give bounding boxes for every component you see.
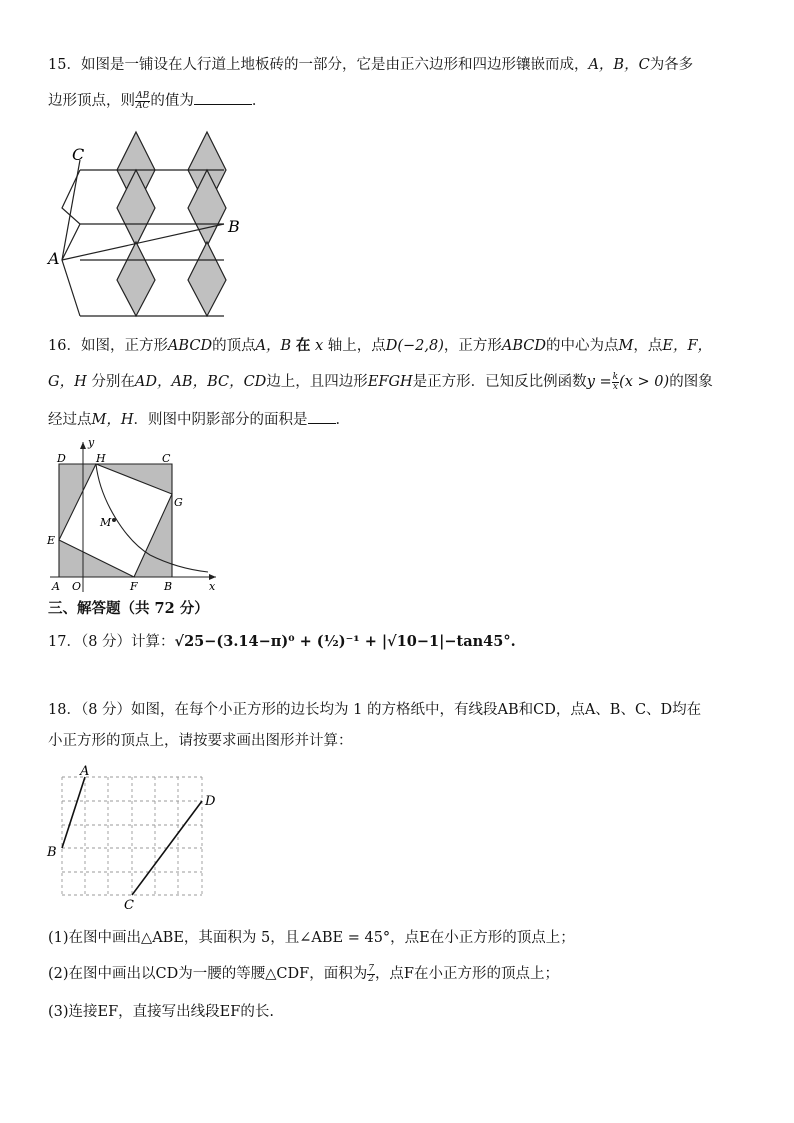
q16-square-name: ABCD [167,338,213,354]
q18-part2-b: ，点F在小正方形的顶点上； [374,966,559,982]
q16-label-m: M [100,516,112,529]
q16-l1-e: ，正方形 [443,338,502,354]
q15-number: 15． [48,57,81,73]
q15-label-a: A [48,249,60,268]
q15-label-b: B [228,217,240,236]
q18-part1: (1)在图中画出△ABE，其面积为 5，且∠ABE = 45°，点E在小正方形的顶点上； [48,930,575,946]
q18-label-d: D [205,794,216,809]
q16-l2-g: 的图象 [669,374,713,390]
q16-label-y: y [88,436,95,449]
q15-rhombus [117,242,155,316]
q16-x-var: x [314,338,324,354]
q16-frac-den: x [612,381,618,392]
q16-point-m: M [618,338,634,354]
q17-prefix: 17．（8 分）计算： [48,634,175,650]
q16-label-h: H [96,452,106,465]
q15-text-a: 如图是一铺设在人行道上地板砖的一部分，它是由正六边形和四边形镶嵌而成， [80,57,589,73]
q16-label-o: O [72,580,82,593]
q16-l3-a: 经过点 [48,412,92,428]
q16-line1 [48,336,712,356]
q16-label-x: x [209,580,216,593]
q18-label-a: A [80,764,90,779]
q18-figure [44,764,224,913]
q15-answer-blank [194,90,252,105]
q16-l1-d: 轴上，点 [327,338,386,354]
q16-figure [44,434,224,594]
q16-label-f: F [130,580,138,593]
q15-fraction [135,92,150,111]
q16-l1-g: ，点 [633,338,663,354]
q15-frac-num: AB [136,90,150,101]
q16-fraction [612,373,619,392]
q16-answer-blank [308,409,336,424]
q16-l2-b: 分别在 [91,374,135,390]
q18-grid [62,777,202,895]
q16-sides: AD，AB，BC，CD [134,374,267,390]
q18-line2: 小正方形的顶点上，请按要求画出图形并计算： [48,733,353,749]
q18-frac-den: 2 [368,973,374,984]
q16-points-gh: G，H [48,374,87,390]
q16-y-arrow [80,442,86,449]
q16-condition: (x > 0) [619,374,670,390]
q18-segment-ab [62,777,85,848]
q16-line3 [48,409,350,430]
q15-line1 [48,55,693,75]
q16-points-ab: A，B [255,338,292,354]
q15-rhombus [188,242,226,316]
q18-label-b: B [47,845,57,860]
q16-label-c: C [162,452,171,465]
q18-frac-num: 7 [368,963,374,974]
q16-point-m-dot [112,518,116,522]
q16-label-e: E [47,534,56,547]
q16-label-g: G [174,496,183,509]
q16-label-a: A [52,580,60,593]
q16-points-ef: E，F， [662,338,713,354]
q17-line [48,632,516,652]
q15-points: A，B，C [588,57,650,73]
q16-l3-end: ． [335,412,350,428]
q15-text-b: 为各多 [649,57,694,73]
q15-text-d: 的值为 [150,93,194,109]
section-3-title: 三、解答题（共 72 分） [48,600,209,617]
q15-label-c: C [72,145,85,164]
q16-func-lhs: y = [586,374,612,390]
q16-frac-num: k [612,371,619,382]
q16-number: 16． [48,338,81,354]
q16-label-d: D [57,452,66,465]
q18-fraction [367,965,375,984]
q18-line1: 18．（8 分）如图，在每个小正方形的边长均为 1 的方格纸中，有线段AB和CD，点A、B、C、D均在 [48,702,702,718]
q18-label-c: C [124,898,134,913]
q15-line2 [48,90,266,111]
q15-text-c: 边形顶点，则 [48,93,135,109]
q18-part2-a: (2)在图中画出以CD为一腰的等腰△CDF，面积为 [48,966,368,982]
q15-figure [44,132,244,312]
q16-points-mh: M，H [91,412,134,428]
q16-square-name-2: ABCD [501,338,547,354]
q18-part2 [48,964,559,984]
q16-l1-b: 的顶点 [212,338,256,354]
q16-quad-name: EFGH [367,374,413,390]
q16-line2 [48,372,713,392]
q18-part3: (3)连接EF，直接写出线段EF的长. [48,1004,274,1020]
q16-l2-f: 是正方形．已知反比例函数 [412,374,587,390]
q16-l1-f: 的中心为点 [546,338,619,354]
q16-l1-c: 在 [295,337,311,354]
q16-l1-a: 如图，正方形 [80,338,168,354]
q16-l3-b: ．则图中阴影部分的面积是 [133,412,308,428]
q15-text-end: ． [251,93,267,109]
q16-label-b: B [164,580,173,593]
q16-point-d: D(−2,8) [385,338,444,354]
q17-expression: √25−(3.14−π)⁰ + (½)⁻¹ + |√10−1|−tan45°. [174,633,516,650]
q15-frac-den: AC [136,100,150,111]
q16-l2-d: 边上，且四边形 [266,374,368,390]
